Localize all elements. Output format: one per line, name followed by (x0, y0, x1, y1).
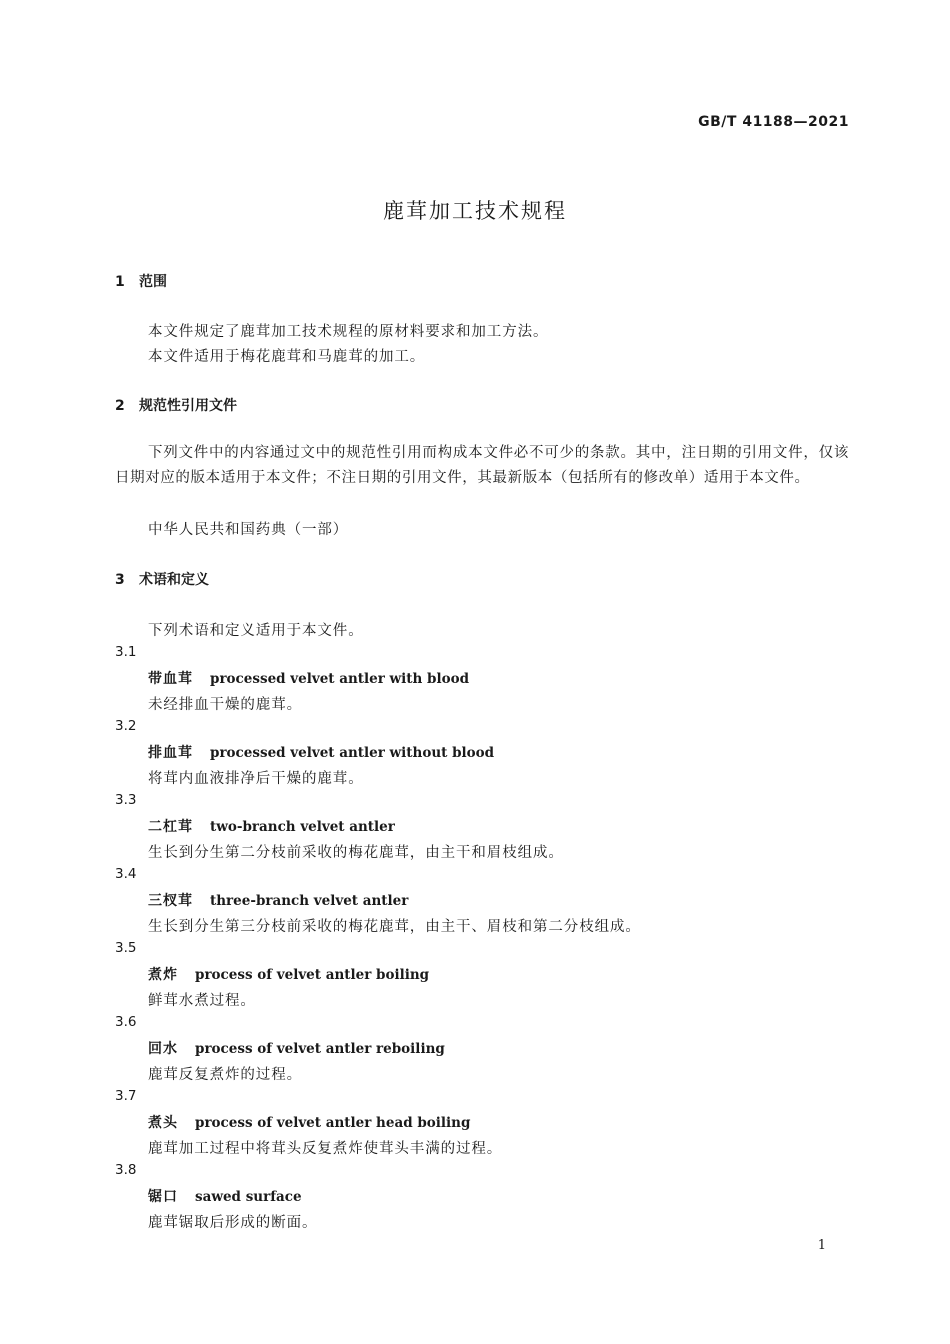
term-heading (148, 668, 469, 688)
section-3-heading (115, 569, 209, 589)
term-heading (148, 816, 395, 836)
term-zh: 回水 (148, 1041, 178, 1057)
section-title: 规范性引用文件 (139, 398, 237, 414)
term-en: two-branch velvet antler (210, 819, 395, 835)
term-definition: 将茸内血液排净后干燥的鹿茸。 (148, 771, 364, 787)
term-number: 3.4 (115, 866, 137, 882)
page-number: 1 (817, 1238, 826, 1253)
section-title: 范围 (139, 274, 167, 290)
term-number: 3.5 (115, 940, 137, 956)
term-heading (148, 890, 408, 910)
scope-paragraph-2: 本文件适用于梅花鹿茸和马鹿茸的加工。 (148, 349, 426, 365)
term-zh: 锯口 (148, 1189, 178, 1205)
term-number: 3.2 (115, 718, 137, 734)
normative-reference: 中华人民共和国药典（一部） (148, 522, 349, 538)
term-definition: 鹿茸锯取后形成的断面。 (148, 1215, 318, 1231)
term-heading (148, 1186, 302, 1206)
term-en: process of velvet antler boiling (195, 967, 430, 983)
section-2-heading (115, 395, 237, 415)
term-definition: 未经排血干燥的鹿茸。 (148, 697, 302, 713)
section-title: 术语和定义 (139, 572, 209, 588)
term-heading (148, 742, 494, 762)
term-heading (148, 1112, 470, 1132)
term-definition: 鲜茸水煮过程。 (148, 993, 256, 1009)
term-en: sawed surface (195, 1189, 302, 1205)
term-heading (148, 1038, 445, 1058)
term-number: 3.8 (115, 1162, 137, 1178)
term-definition: 生长到分生第二分枝前采收的梅花鹿茸，由主干和眉枝组成。 (148, 845, 564, 861)
term-en: processed velvet antler without blood (210, 745, 495, 761)
term-number: 3.6 (115, 1014, 137, 1030)
term-zh: 二杠茸 (148, 819, 193, 835)
term-number: 3.1 (115, 644, 137, 660)
term-number: 3.7 (115, 1088, 137, 1104)
term-heading (148, 964, 429, 984)
document-title: 鹿茸加工技术规程 (383, 199, 567, 223)
section-number: 1 (115, 274, 125, 290)
term-en: process of velvet antler reboiling (195, 1041, 445, 1057)
term-zh: 排血茸 (148, 745, 193, 761)
term-definition: 生长到分生第三分枝前采收的梅花鹿茸，由主干、眉枝和第二分枝组成。 (148, 919, 641, 935)
term-zh: 三杈茸 (148, 893, 193, 909)
section-1-heading (115, 271, 167, 291)
term-zh: 煮头 (148, 1115, 178, 1131)
term-en: three-branch velvet antler (210, 893, 409, 909)
section-number: 2 (115, 398, 125, 414)
term-en: process of velvet antler head boiling (195, 1115, 471, 1131)
term-definition: 鹿茸反复煮炸的过程。 (148, 1067, 302, 1083)
scope-paragraph-1: 本文件规定了鹿茸加工技术规程的原材料要求和加工方法。 (148, 324, 549, 340)
section-number: 3 (115, 572, 125, 588)
normative-paragraph-1: 下列文件中的内容通过文中的规范性引用而构成本文件必不可少的条款。其中，注日期的引用文件，仅该日期对应的版本适用于本文件；不注日期的引用文件，其最新版本（包括所有的修改单）适用于本文件。 (115, 445, 849, 486)
term-number: 3.3 (115, 792, 137, 808)
term-definition: 鹿茸加工过程中将茸头反复煮炸使茸头丰满的过程。 (148, 1141, 503, 1157)
terms-intro: 下列术语和定义适用于本文件。 (148, 623, 364, 639)
term-en: processed velvet antler with blood (210, 671, 470, 687)
standard-number: GB/T 41188—2021 (698, 114, 849, 130)
term-zh: 煮炸 (148, 967, 178, 983)
term-zh: 带血茸 (148, 671, 193, 687)
